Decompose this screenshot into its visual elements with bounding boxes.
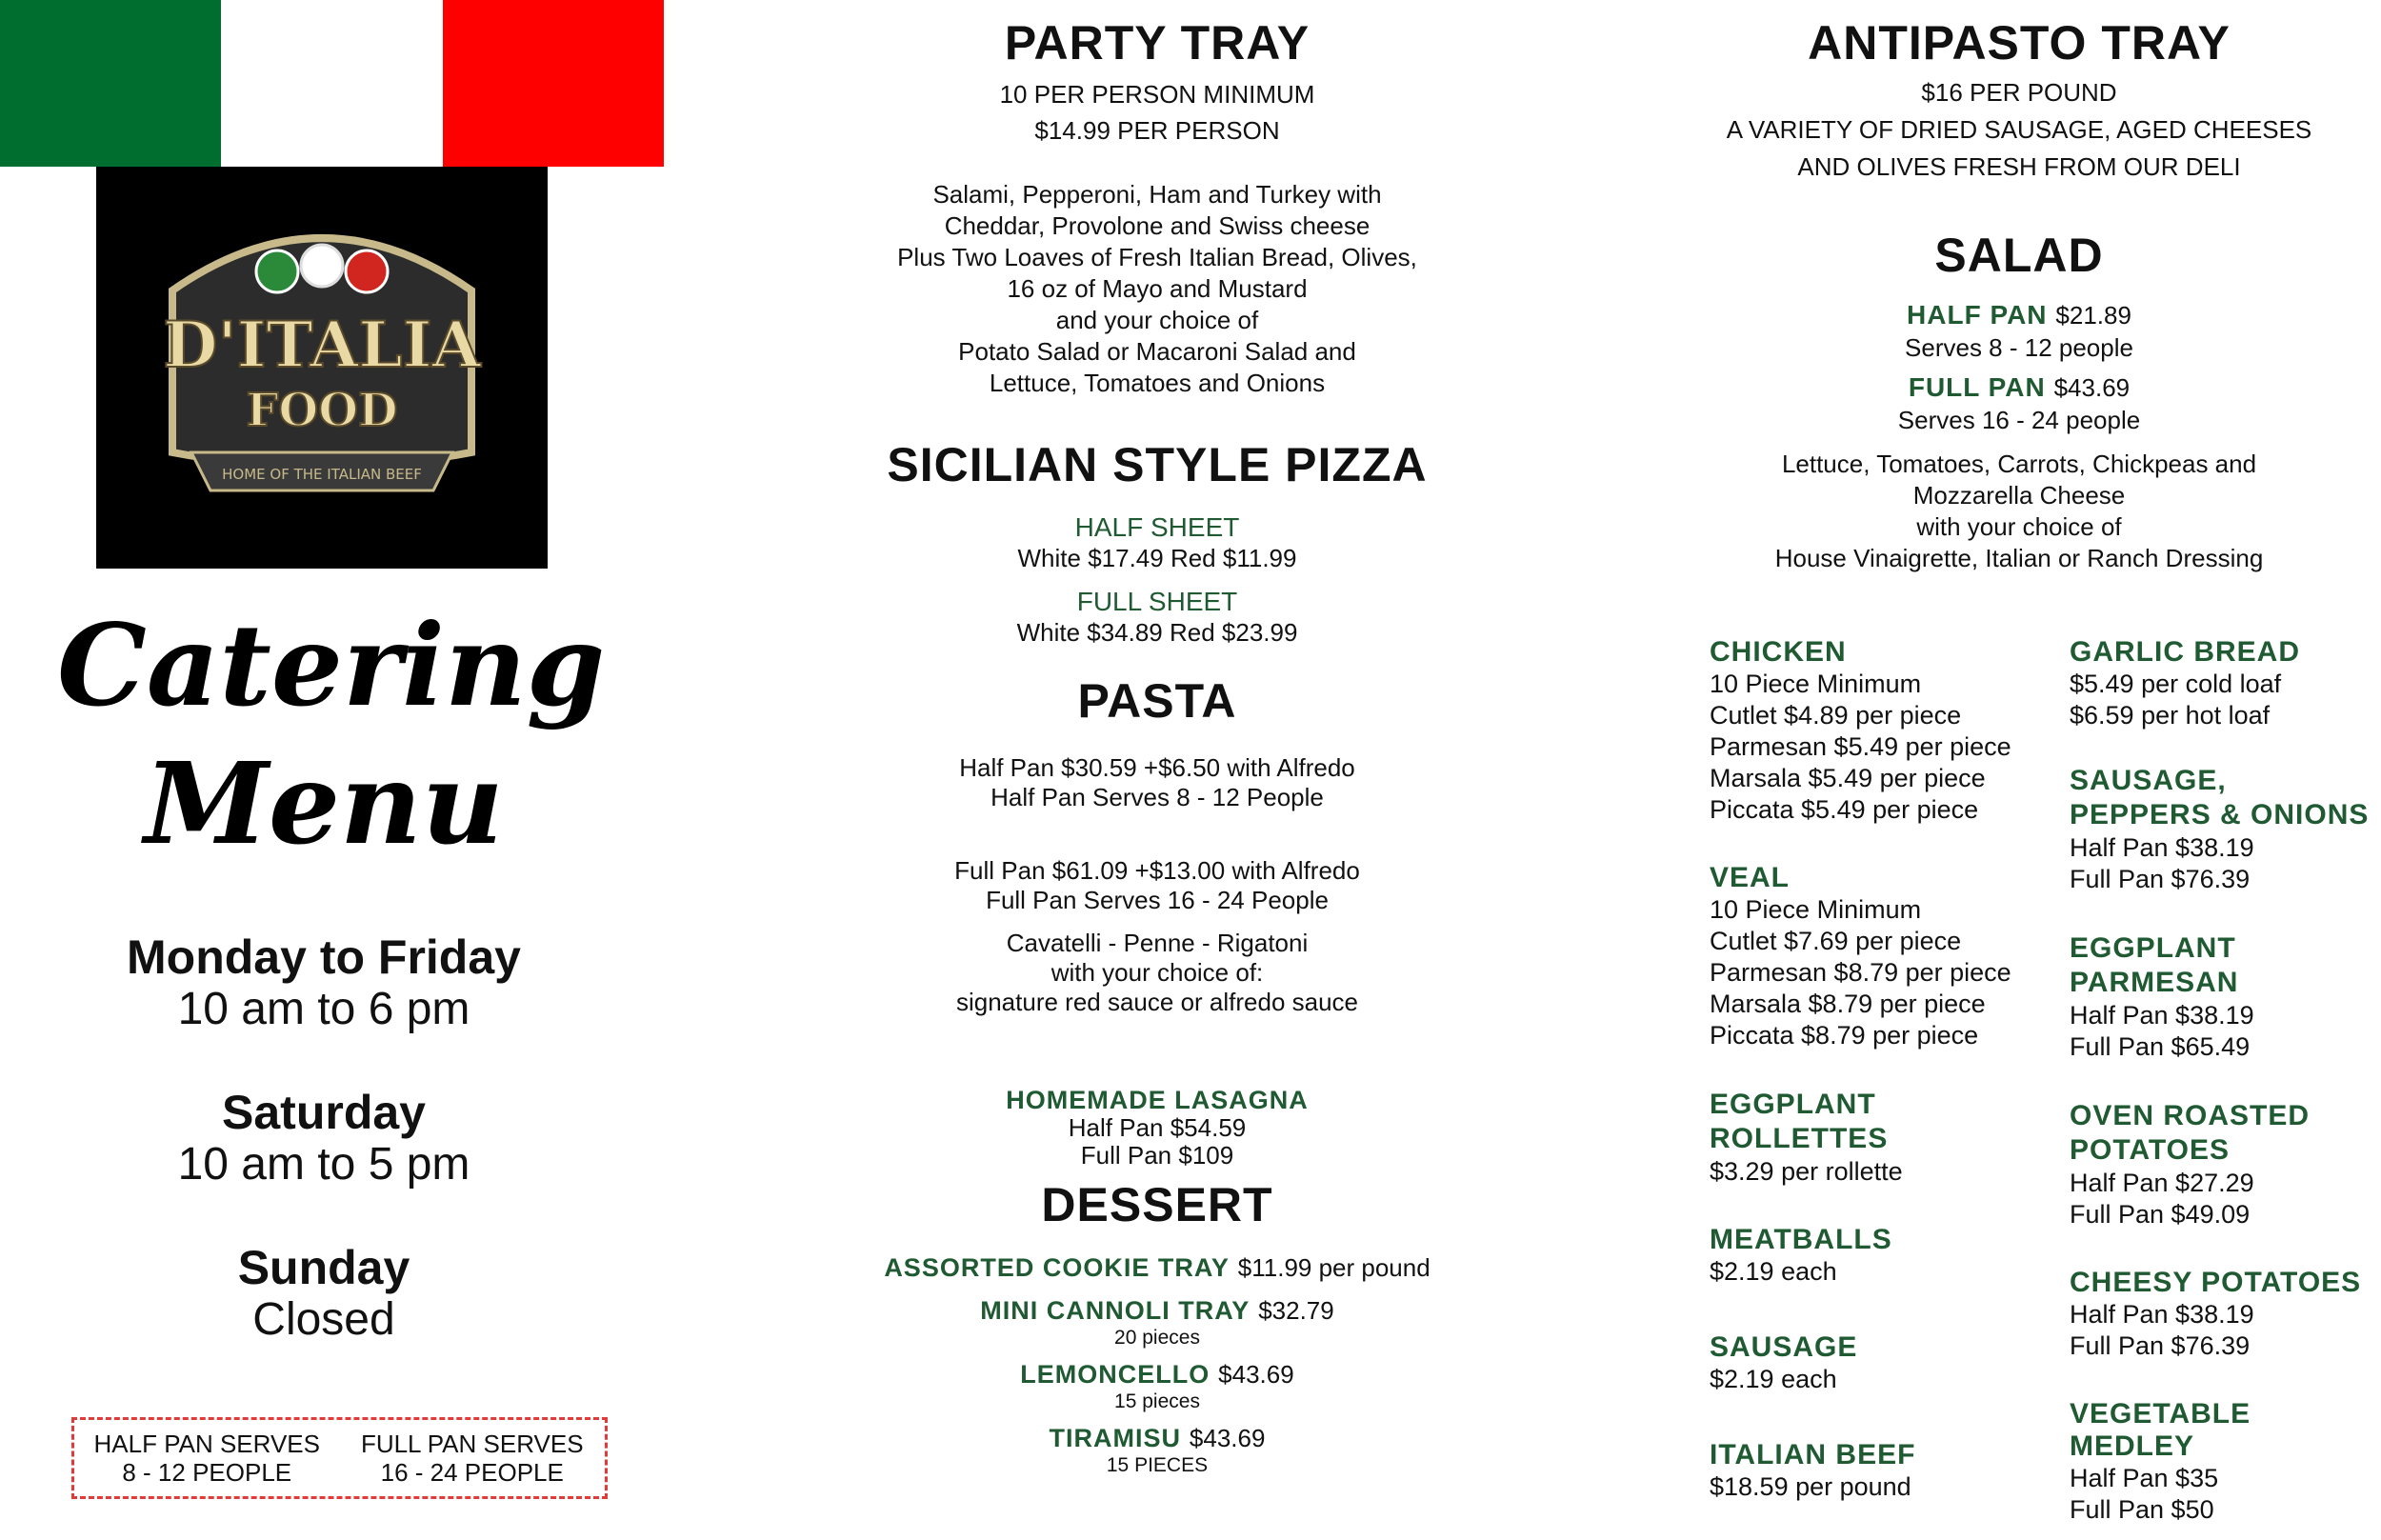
item-line: Full Pan $76.39 — [2070, 865, 2251, 893]
right-column — [1705, 0, 2333, 574]
menu-title-line1: Catering — [57, 599, 606, 731]
full-pan-label: FULL PAN SERVES — [360, 1430, 584, 1458]
menu-item-cheesy-potatoes — [2070, 1267, 2374, 1362]
menu-title-line2: Menu — [144, 737, 504, 870]
item-line: $18.59 per pound — [1710, 1472, 1911, 1501]
salad-desc-line: Lettuce, Tomatoes, Carrots, Chickpeas and — [1781, 450, 2257, 478]
party-tray-desc-line: 16 oz of Mayo and Mustard — [1007, 274, 1308, 303]
menu-item-eggplant-rollettes — [1710, 1088, 1938, 1188]
pasta-full-price: Full Pan $61.09 +$13.00 with Alfredo — [954, 856, 1360, 885]
hours-time: 10 am to 5 pm — [177, 1139, 470, 1190]
dessert-name: TIRAMISU — [1049, 1424, 1182, 1452]
lasagna-label: HOMEMADE LASAGNA — [1006, 1086, 1309, 1114]
dessert-item — [852, 1296, 1462, 1350]
party-tray-desc-line: Potato Salad or Macaroni Salad and — [958, 337, 1356, 366]
item-line: $3.29 per rollette — [1710, 1157, 1903, 1186]
serving-size-box — [71, 1417, 608, 1499]
lasagna-half: Half Pan $54.59 — [1068, 1113, 1247, 1142]
item-name: CHICKEN — [1710, 636, 1847, 668]
item-name: SAUSAGE — [1710, 1331, 1858, 1363]
party-tray-price: $14.99 PER PERSON — [1034, 116, 1280, 145]
dessert-name: ASSORTED COOKIE TRAY — [884, 1253, 1230, 1282]
item-line: 10 Piece Minimum — [1710, 895, 1922, 924]
item-line: Parmesan $8.79 per piece — [1710, 958, 2011, 987]
item-line: Parmesan $5.49 per piece — [1710, 732, 2011, 761]
dessert-name: MINI CANNOLI TRAY — [980, 1296, 1251, 1325]
salad-full-pan — [1705, 372, 2333, 403]
item-name: EGGPLANT ROLLETTES — [1710, 1089, 1889, 1154]
ditalia-food-logo — [96, 167, 548, 569]
hours-time: Closed — [252, 1294, 395, 1345]
hours-weekday — [57, 930, 590, 1035]
salad-heading: SALAD — [1934, 229, 2104, 282]
party-tray-description — [852, 179, 1462, 399]
salad-half-price: $21.89 — [2055, 301, 2131, 330]
item-line: Full Pan $49.09 — [2070, 1200, 2251, 1229]
item-line: Cutlet $7.69 per piece — [1710, 927, 1962, 955]
half-pan-label: HALF PAN SERVES — [93, 1430, 320, 1458]
item-line: Piccata $5.49 per piece — [1710, 795, 1979, 824]
item-name: VEAL — [1710, 862, 1791, 893]
item-name: SAUSAGE, PEPPERS & ONIONS — [2070, 765, 2370, 830]
salad-full-price: $43.69 — [2053, 373, 2131, 402]
flag-white-stripe — [221, 0, 442, 167]
menu-item-italian-beef — [1710, 1439, 2062, 1503]
hours-saturday — [57, 1086, 590, 1190]
dessert-note: 15 pieces — [1114, 1390, 1200, 1412]
menu-item-garlic-bread — [2070, 636, 2374, 731]
dessert-name: LEMONCELLO — [1020, 1360, 1211, 1389]
item-name: GARLIC BREAD — [2070, 636, 2300, 668]
menu-item-sausage-peppers-onions — [2070, 764, 2374, 895]
half-pan-serving — [74, 1420, 340, 1496]
dessert-note: 20 pieces — [1114, 1327, 1200, 1349]
salad-full-label: FULL PAN — [1908, 372, 2046, 402]
italian-flag — [0, 0, 664, 167]
antipasto-heading: ANTIPASTO TRAY — [1808, 16, 2231, 70]
lasagna-full: Full Pan $109 — [1080, 1141, 1234, 1170]
entree-list-right — [2070, 636, 2374, 1526]
flag-red-stripe — [443, 0, 664, 167]
pasta-heading: PASTA — [1077, 674, 1237, 728]
item-line: Half Pan $38.19 — [2070, 1300, 2254, 1329]
item-line: Half Pan $38.19 — [2070, 1001, 2254, 1030]
half-pan-people: 8 - 12 PEOPLE — [122, 1458, 292, 1487]
pizza-full-sheet-price: White $34.89 Red $23.99 — [1016, 618, 1298, 647]
party-tray-desc-line: Salami, Pepperoni, Ham and Turkey with — [932, 180, 1382, 209]
pizza-full-sheet-label: FULL SHEET — [1076, 587, 1238, 616]
full-pan-people: 16 - 24 PEOPLE — [380, 1458, 564, 1487]
menu-item-oven-roasted-potatoes — [2070, 1099, 2374, 1230]
item-line: Piccata $8.79 per piece — [1710, 1021, 1979, 1050]
dessert-note: 15 PIECES — [1106, 1454, 1209, 1476]
antipasto-desc-line: AND OLIVES FRESH FROM OUR DELI — [1797, 152, 2241, 181]
dessert-price: $43.69 — [1218, 1360, 1294, 1389]
item-line: 10 Piece Minimum — [1710, 670, 1922, 698]
item-line: $6.59 per hot loaf — [2070, 701, 2271, 730]
item-line: $2.19 each — [1710, 1365, 1837, 1393]
menu-item-sausage — [1710, 1331, 2062, 1395]
hours-time: 10 am to 6 pm — [177, 984, 470, 1034]
pizza-half-sheet-label: HALF SHEET — [1074, 512, 1240, 542]
item-line: $2.19 each — [1710, 1257, 1837, 1286]
menu-item-meatballs — [1710, 1224, 2062, 1288]
item-line: Half Pan $38.19 — [2070, 833, 2254, 862]
party-tray-heading: PARTY TRAY — [1004, 16, 1311, 70]
salad-half-label: HALF PAN — [1907, 300, 2048, 330]
pasta-half-serves: Half Pan Serves 8 - 12 People — [990, 783, 1324, 811]
logo-name-primary: D'ITALIA — [163, 308, 481, 382]
item-name: CHEESY POTATOES — [2070, 1267, 2362, 1298]
salad-desc-line: House Vinaigrette, Italian or Ranch Dressing — [1774, 544, 2264, 572]
menu-item-vegetable-medley — [2070, 1398, 2374, 1526]
party-tray-desc-line: Lettuce, Tomatoes and Onions — [989, 369, 1326, 397]
dessert-price: $43.69 — [1189, 1424, 1266, 1452]
party-tray-desc-line: Cheddar, Provolone and Swiss cheese — [944, 211, 1371, 240]
hours-day: Monday to Friday — [127, 930, 521, 984]
salad-desc-line: with your choice of — [1916, 512, 2122, 541]
item-line: Full Pan $50 — [2070, 1495, 2214, 1524]
menu-item-eggplant-parmesan — [2070, 931, 2279, 1063]
party-tray-desc-line: and your choice of — [1055, 306, 1259, 334]
logo-name-secondary: FOOD — [246, 384, 398, 437]
logo-badge-graphic — [96, 167, 548, 569]
flag-green-stripe — [0, 0, 221, 167]
dessert-item — [852, 1253, 1462, 1283]
salad-half-serves: Serves 8 - 12 people — [1905, 333, 2133, 362]
item-line: Marsala $5.49 per piece — [1710, 764, 1986, 792]
item-line: Full Pan $65.49 — [2070, 1032, 2251, 1061]
party-tray-desc-line: Plus Two Loaves of Fresh Italian Bread, Olives, — [897, 243, 1417, 271]
dessert-heading: DESSERT — [1041, 1178, 1273, 1231]
item-line: Half Pan $27.29 — [2070, 1169, 2254, 1197]
middle-column — [852, 0, 1462, 1478]
salad-desc-line: Mozzarella Cheese — [1912, 481, 2126, 510]
party-tray-minimum: 10 PER PERSON MINIMUM — [999, 80, 1315, 109]
full-pan-serving — [340, 1420, 606, 1496]
dessert-price: $32.79 — [1258, 1296, 1334, 1325]
item-name: MEATBALLS — [1710, 1224, 1892, 1255]
pizza-half-sheet-price: White $17.49 Red $11.99 — [1017, 544, 1297, 572]
salad-description — [1705, 449, 2333, 574]
menu-item-chicken — [1710, 636, 2062, 826]
pasta-choice-label: with your choice of: — [1050, 958, 1264, 987]
dessert-price: $11.99 per pound — [1237, 1253, 1431, 1282]
salad-full-serves: Serves 16 - 24 people — [1897, 406, 2141, 434]
hours-sunday — [57, 1241, 590, 1346]
item-line: Cutlet $4.89 per piece — [1710, 701, 1962, 730]
antipasto-price: $16 PER POUND — [1921, 78, 2117, 107]
item-name: VEGETABLE MEDLEY — [2070, 1398, 2251, 1462]
salad-half-pan — [1705, 300, 2333, 330]
pasta-types: Cavatelli - Penne - Rigatoni — [1006, 929, 1309, 957]
entree-list-left — [1710, 636, 2062, 1503]
pizza-heading: SICILIAN STYLE PIZZA — [887, 438, 1428, 491]
antipasto-desc-line: A VARIETY OF DRIED SAUSAGE, AGED CHEESES — [1726, 115, 2312, 144]
item-line: Half Pan $35 — [2070, 1464, 2219, 1492]
pasta-half-price: Half Pan $30.59 +$6.50 with Alfredo — [959, 753, 1355, 782]
item-line: Full Pan $76.39 — [2070, 1331, 2251, 1360]
hours-day: Sunday — [237, 1241, 410, 1294]
item-name: ITALIAN BEEF — [1710, 1439, 1916, 1470]
dessert-item — [852, 1424, 1462, 1478]
item-line: $5.49 per cold loaf — [2070, 670, 2282, 698]
item-name: EGGPLANT PARMESAN — [2070, 932, 2239, 998]
dessert-item — [852, 1360, 1462, 1414]
pasta-full-serves: Full Pan Serves 16 - 24 People — [986, 886, 1329, 914]
pasta-sauce-options: signature red sauce or alfredo sauce — [955, 988, 1359, 1016]
item-name: OVEN ROASTED POTATOES — [2070, 1100, 2311, 1166]
item-line: Marsala $8.79 per piece — [1710, 990, 1986, 1018]
logo-tagline: HOME OF THE ITALIAN BEEF — [222, 466, 422, 483]
menu-item-veal — [1710, 862, 2062, 1051]
hours-day: Saturday — [222, 1086, 426, 1139]
